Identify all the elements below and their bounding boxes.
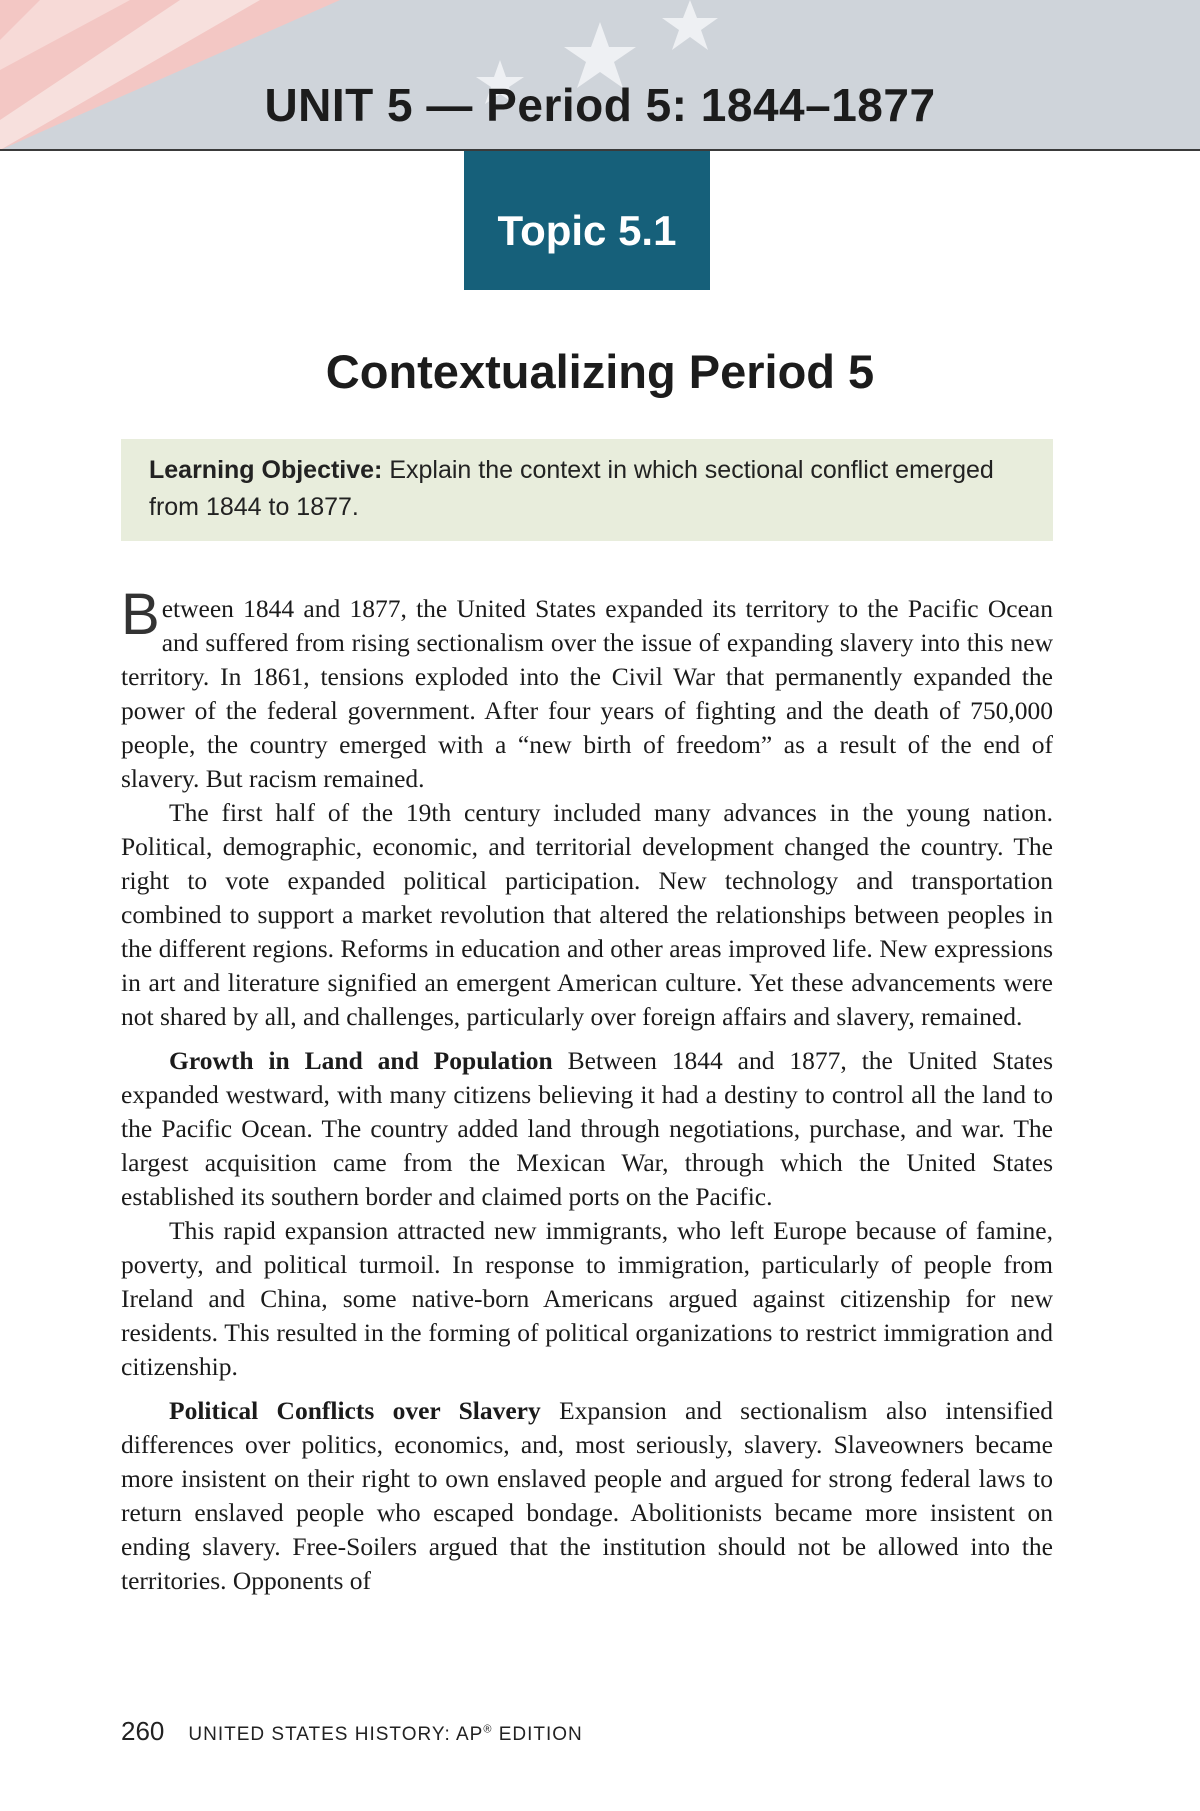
book-title-suffix: EDITION xyxy=(492,1724,583,1745)
paragraph-1 xyxy=(121,582,1053,796)
book-title xyxy=(188,1724,582,1745)
page-footer xyxy=(121,1716,583,1747)
topic-label: Topic 5.1 xyxy=(497,207,677,254)
learning-objective-text: Explain the context in which sectional conflict emerged from 1844 to 1877. xyxy=(149,456,994,521)
paragraph-3 xyxy=(121,1044,1053,1214)
learning-objective-label: Learning Objective: xyxy=(149,456,383,484)
learning-objective-box xyxy=(121,439,1053,541)
paragraph-5-text: Expansion and sectionalism also intensified differences over politics, economics, and, most seriously, slavery. Slaveowners became more insistent on their right to own enslaved people and argued for strong federal laws to return enslaved people who escaped bondage. Abolitionists became more insistent on ending slavery. Free-Soilers argued that the institution should not be allowed into the territories. Opponents of xyxy=(121,1396,1053,1595)
paragraph-3-text: Between 1844 and 1877, the United States expanded westward, with many citizens believing it had a destiny to control all the land to the Pacific Ocean. The country added land through negotiations, purchase, and war. The largest acquisition came from the Mexican War, through which the United States established its southern border and claimed ports on the Pacific. xyxy=(121,1046,1054,1211)
subhead-growth: Growth in Land and Population xyxy=(169,1046,553,1075)
flag-banner xyxy=(0,0,1200,150)
paragraph-1-text: etween 1844 and 1877, the United States expanded its territory to the Pacific Ocean and suffered from rising sectionalism over the issue of expanding slavery into this new territory. In 1861, tensions exploded into the Civil War that permanently expanded the power of the federal government. After four years of fighting and the death of 750,000 people, the country emerged with a “new birth of freedom” as a result of the end of slavery. But racism remained. xyxy=(121,594,1053,793)
article-body xyxy=(121,582,1054,1598)
page-title: Contextualizing Period 5 xyxy=(325,345,875,398)
paragraph-2: The first half of the 19th century included many advances in the young nation. Political, demographic, economic, and territorial development changed the country. The right to vote expanded political participation. New technology and transportation combined to support a market revolution that altered the relationships between peoples in the different regions. Reforms in education and other areas improved life. New expressions in art and literature signified an emergent American culture. Yet these advancements were not shared by all, and challenges, particularly over foreign affairs and slavery, remained. xyxy=(121,798,1053,1031)
page-number: 260 xyxy=(121,1716,165,1746)
paragraph-4: This rapid expansion attracted new immigrants, who left Europe because of famine, poverty, and political turmoil. In response to immigration, particularly of people from Ireland and China, some native-born Americans argued against citizenship for new residents. This resulted in the forming of political organizations to restrict immigration and citizenship. xyxy=(121,1216,1053,1381)
topic-badge xyxy=(464,151,710,290)
registered-mark: ® xyxy=(483,1723,493,1736)
subhead-slavery: Political Conflicts over Slavery xyxy=(169,1396,541,1425)
book-title-main: UNITED STATES HISTORY: AP xyxy=(188,1724,484,1745)
unit-title: UNIT 5 — Period 5: 1844–1877 xyxy=(264,79,936,131)
drop-cap: B xyxy=(121,582,160,647)
paragraph-5 xyxy=(121,1394,1053,1598)
